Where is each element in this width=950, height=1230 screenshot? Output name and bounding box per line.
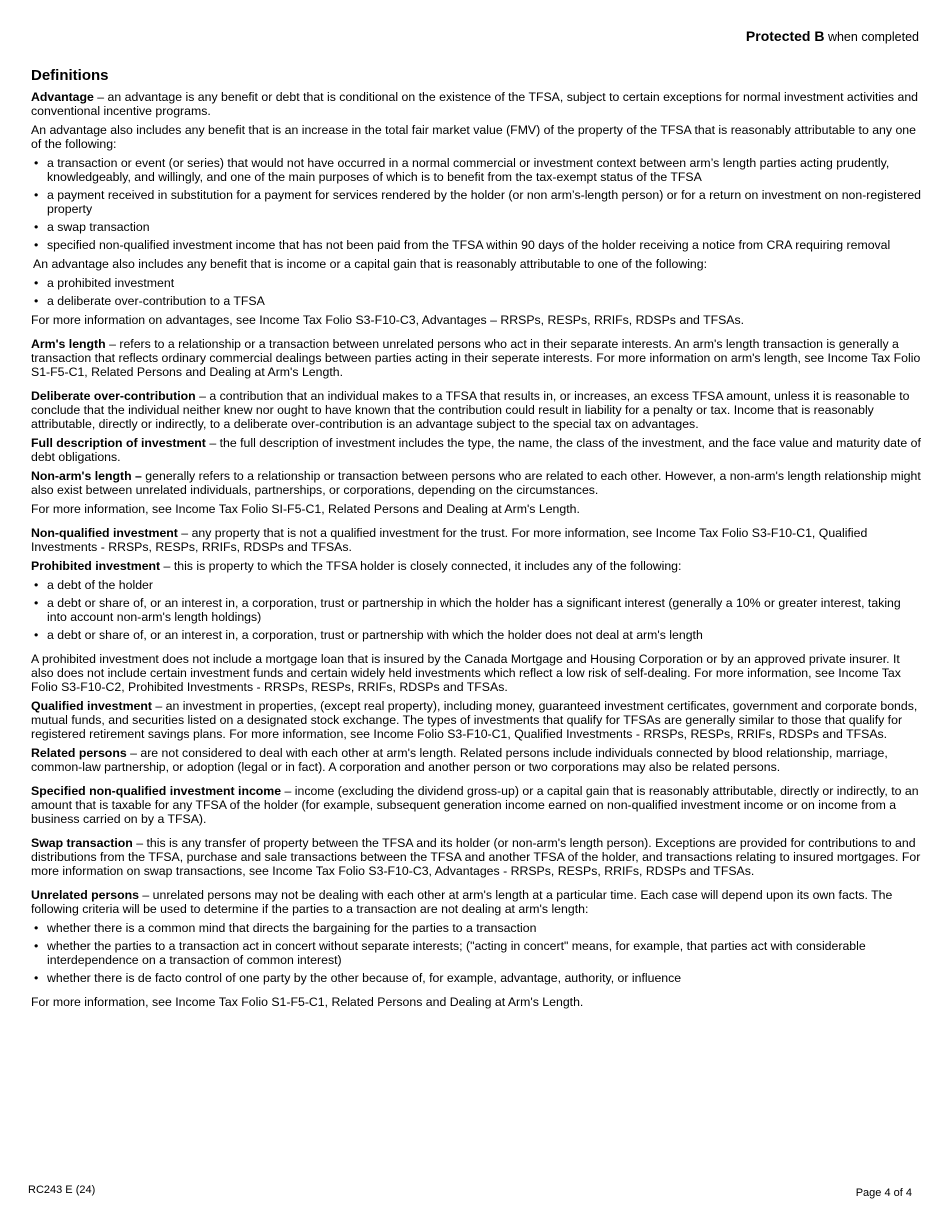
definition-related-persons (31, 746, 923, 774)
advantage-list-1 (31, 156, 923, 252)
list-item: • whether there is a common mind that directs the bargaining for the parties to a transaction (31, 921, 923, 935)
list-item: • a deliberate over-contribution to a TFSA (31, 294, 923, 308)
definition-arms-length (31, 337, 923, 379)
def-arms-length: – refers to a relationship or a transaction between unrelated persons who act in their separate interests. An arm's length transaction is generally a transaction that reflects ordinary commercial dealings between parties acting in their seperate interests. For more information on arm's length, see Income Tax Folio S1-F5-C1, Related Persons and Dealing at Arm's Length. (31, 337, 921, 379)
page-title: Definitions (31, 67, 109, 84)
term-full-description: Full description of investment (31, 436, 206, 450)
list-item: • a transaction or event (or series) that would not have occurred in a normal commercial or investment context between arm’s length parties acting prudently, knowledgeably, and willingly, and one of the main purposes of which is to benefit from the tax-exempt status of the TFSA (31, 156, 923, 184)
definition-non-qualified (31, 526, 923, 554)
list-item: • a debt of the holder (31, 578, 923, 592)
list-item: • whether the parties to a transaction act in concert without separate interests; ("acting in concert" means, for example, that parties act with considerable interdependence on a transaction of common interest) (31, 939, 923, 967)
page-number: Page 4 of 4 (855, 1187, 912, 1199)
list-item: • a prohibited investment (31, 276, 923, 290)
protected-b-rest: when completed (824, 30, 919, 44)
unrelated-list (31, 921, 923, 985)
non-arms-paragraph-2: For more information, see Income Tax Folio SI-F5-C1, Related Persons and Dealing at Arm's Length. (31, 502, 580, 516)
definition-swap (31, 836, 923, 878)
prohibited-paragraph-2: A prohibited investment does not include a mortgage loan that is insured by the Canada Mortgage and Housing Corporation or by an approved private insurer. It also does not include certain investment funds and certain widely held investments which reflect a low risk of self-dealing. For more information, see Income Tax Folio S3-F10-C2, Prohibited Investments - RRSPs, RESPs, RRIFs, RDSPs and TFSAs. (31, 652, 901, 694)
def-advantage: – an advantage is any benefit or debt that is conditional on the existence of the TFSA, subject to certain exceptions for normal investment activities and conventional incentive programs. (31, 90, 919, 118)
advantage-paragraph-4: For more information on advantages, see Income Tax Folio S3-F10-C3, Advantages – RRSPs, RESPs, RRIFs, RDSPs and TFSAs. (31, 313, 745, 327)
advantage-list-2 (31, 276, 923, 308)
advantage-paragraph-2: An advantage also includes any benefit that is an increase in the total fair market value (FMV) of the property of the TFSA that is reasonably attributable to any one of the following: (31, 123, 916, 151)
unrelated-paragraph-2: For more information, see Income Tax Folio S1-F5-C1, Related Persons and Dealing at Arm's Length. (31, 995, 584, 1009)
list-item: • a debt or share of, or an interest in, a corporation, trust or partnership in which the holder has a significant interest (generally a 10% or greater interest, taking into account non-arm's length holdings) (31, 596, 923, 624)
list-item: • a debt or share of, or an interest in, a corporation, trust or partnership with which the holder does not deal at arm's length (31, 628, 923, 642)
form-id: RC243 E (24) (28, 1184, 96, 1196)
def-full-description: – the full description of investment includes the type, the name, the class of the investment, and the face value and maturity date of debt obligations. (31, 436, 921, 464)
term-swap: Swap transaction (31, 836, 133, 850)
prohibited-list (31, 578, 923, 642)
definition-deliberate-over-contribution (31, 389, 923, 431)
def-swap: – this is any transfer of property between the TFSA and its holder (or non-arm's length person). Exceptions are provided for contributions to and distributions from the TFSA, purchase and sale transactions between the TFSA and another TFSA of the holder, and transactions relating to insured mortgages. For more information on swap transactions, see Income Tax Folio S3-F10-C3, Advantages - RRSPs, RESPs, RRIFs, RDSPs and TFSAs. (31, 836, 921, 878)
def-non-qualified: – any property that is not a qualified investment for the trust. For more information, see Income Tax Folio S3-F10-C1, Qualified Investments - RRSPs, RESPs, RRIFs, RDSPs and TFSAs. (31, 526, 868, 554)
definition-unrelated (31, 888, 923, 916)
list-item: • a payment received in substitution for a payment for services rendered by the holder (or non arm’s-length person) or for a return on investment on non-registered property (31, 188, 923, 216)
term-non-arms: Non-arm's length – (31, 469, 142, 483)
definitions-content (31, 67, 923, 1014)
protected-b-label (746, 29, 919, 44)
def-prohibited: – this is property to which the TFSA holder is closely connected, it includes any of the following: (160, 559, 682, 573)
term-related: Related persons (31, 746, 127, 760)
term-prohibited: Prohibited investment (31, 559, 161, 573)
definition-non-arms-length (31, 469, 923, 497)
def-specified: – income (excluding the dividend gross-up) or a capital gain that is reasonably attributable, directly or indirectly, to an amount that is taxable for any TFSA of the holder (for example, subsequent generation income earned on non-qualified investment income or on income from a business carried on by a TFSA). (31, 784, 919, 826)
def-unrelated: – unrelated persons may not be dealing with each other at arm's length at a particular time. Each case will depend upon its own facts. The following criteria will be used to determine if the parties to a transaction are not dealing at arm's length: (31, 888, 893, 916)
term-non-qualified: Non-qualified investment (31, 526, 178, 540)
protected-b-bold: Protected B (745, 28, 825, 44)
term-advantage: Advantage (31, 90, 94, 104)
term-unrelated: Unrelated persons (31, 888, 139, 902)
term-deliberate: Deliberate over-contribution (31, 389, 196, 403)
definition-prohibited (31, 559, 923, 573)
term-qualified: Qualified investment (31, 699, 152, 713)
term-arms-length: Arm's length (31, 337, 106, 351)
def-qualified: – an investment in properties, (except real property), including money, guaranteed investment certificates, government and corporate bonds, mutual funds, and securities listed on a designated stock exchange. The types of investments that qualify for TFSAs are generally similar to those that qualify for registered retirement savings plans. For more information, see Income Folio S3-F10-C1, Qualified Investments - RRSPs, RESPs, RRIFs, RDSPs and TFSAs. (31, 699, 918, 741)
list-item: • a swap transaction (31, 220, 923, 234)
definition-specified (31, 784, 923, 826)
def-deliberate: – a contribution that an individual makes to a TFSA that results in, or increases, an excess TFSA amount, unless it is reasonable to conclude that the individual neither knew nor ought to have known that the contribution could result in liability for a penalty or tax. Income that is reasonably attributable, directly or indirectly, to a deliberate over-contribution is an advantage subject to the special tax on advantages. (31, 389, 910, 431)
term-specified: Specified non-qualified investment income (31, 784, 282, 798)
definition-advantage (31, 90, 923, 118)
def-related: – are not considered to deal with each other at arm's length. Related persons include individuals connected by blood relationship, marriage, common-law partnership, or adoption (legal or in fact). A corporation and another person or two corporations may also be related persons. (31, 746, 888, 774)
definition-qualified (31, 699, 923, 741)
list-item: • whether there is de facto control of one party by the other because of, for example, advantage, authority, or influence (31, 971, 923, 985)
def-non-arms: generally refers to a relationship or transaction between persons who are related to each other. However, a non-arm's length relationship might also exist between unrelated individuals, partnerships, or corporations, depending on the circumstances. (31, 469, 921, 497)
advantage-paragraph-3: An advantage also includes any benefit that is income or a capital gain that is reasonably attributable to one of the following: (33, 257, 708, 271)
list-item: • specified non-qualified investment income that has not been paid from the TFSA within 90 days of the holder receiving a notice from CRA requiring removal (31, 238, 923, 252)
definition-full-description (31, 436, 923, 464)
